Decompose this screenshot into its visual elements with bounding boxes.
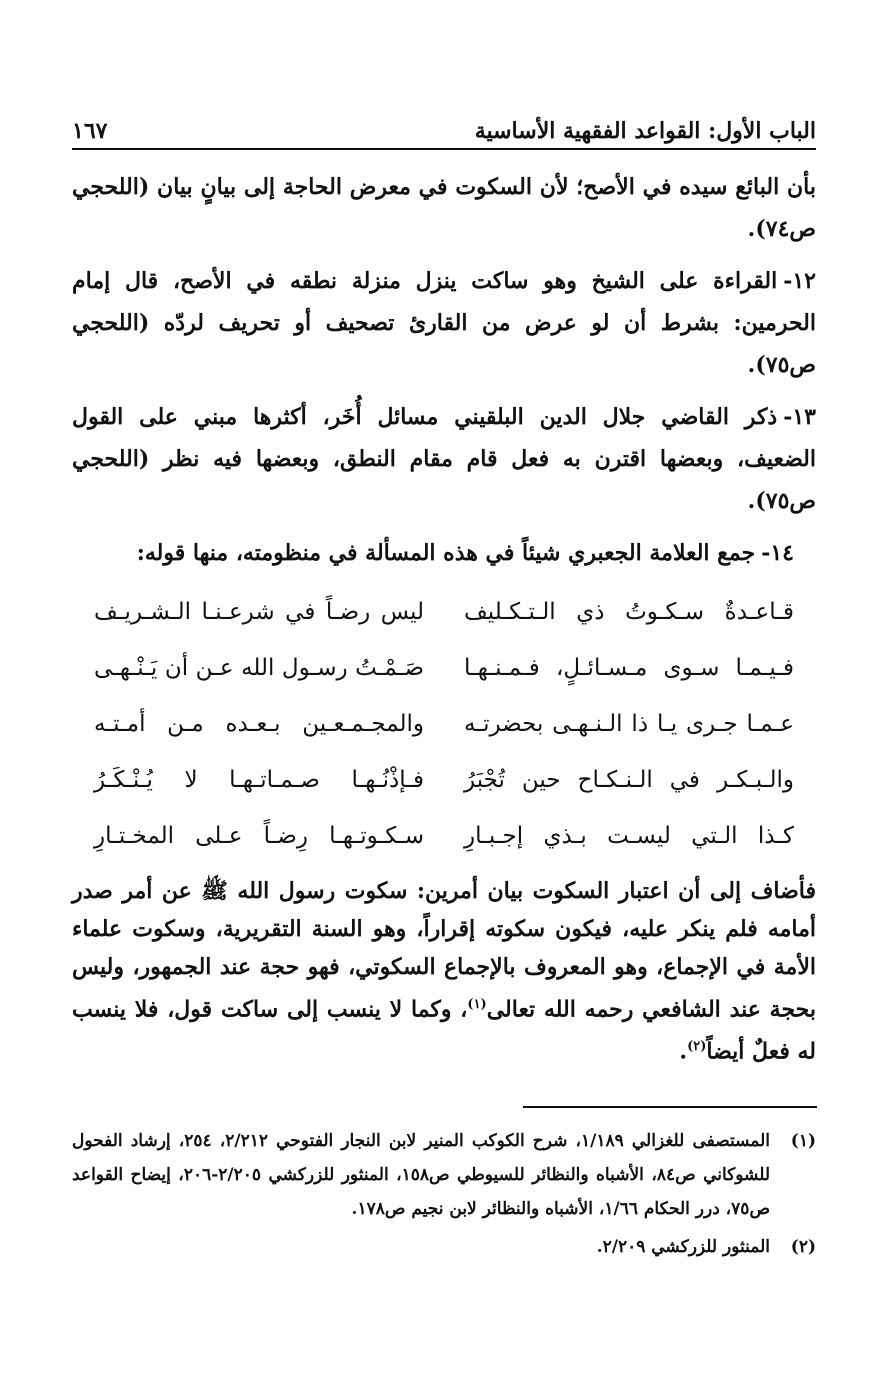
chapter-title: الباب الأول: القواعد الفقهية الأساسية: [474, 118, 816, 144]
verse-line: [72, 584, 816, 640]
paragraph-12-body: [72, 260, 816, 386]
header-divider: [72, 148, 816, 150]
second-hemistich: صَـمْـتُ رسـول الله عـن أن يَـنْـهـى: [94, 655, 424, 681]
footnote-mark: (١): [790, 1131, 816, 1151]
poem: [72, 584, 816, 864]
concluding-paragraph-body: [72, 872, 816, 1071]
first-hemistich: عـمـا جـرى يـا ذا الـنـهـى بحضرتـه: [464, 711, 794, 737]
first-hemistich: كـذا الـتي ليسـت بـذي إجـبـارِ: [464, 823, 794, 849]
paragraph-text: بأن البائع سيده في الأصح؛ لأن السكوت في معرض الحاجة إلى بيانٍ بيان (اللحجي ص٧٤).: [72, 174, 816, 242]
first-hemistich: والـبـكـر في الـنـكـاح حين تُجْبَرُ: [464, 767, 794, 793]
first-hemistich: قـاعـدةٌ سـكـوتُ ذي الـتـكـليف: [464, 599, 794, 625]
concluding-paragraph: [72, 872, 816, 1071]
footnote-text: المنثور للزركشي ٢/٢٠٩.: [596, 1237, 770, 1257]
paragraph-14: [72, 532, 816, 574]
paragraph-text: ، وكما لا ينسب إلى ساكت قول، فلا ينسب له فعلٌ أيضاً: [72, 996, 816, 1065]
paragraph-text: فأضاف إلى أن اعتبار السكوت بيان أمرين: سكوت رسول الله ﷺ عن أمر صدر أمامه فلم ينكر عليه، فيكون سكوته إقراراً، وهو السنة التقريرية، وسكوت علماء الأمة في الإجماع، وهو المعروف بالإجماع السكوتي، فهو حجة عند الجمهور، وليس بحجة عند الشافعي رحمه الله تعالى: [72, 878, 816, 1023]
footnote-1: [72, 1124, 816, 1226]
paragraph-text: جمع العلامة الجعبري شيئاً في هذه المسألة في منظومته، منها قوله:: [136, 540, 756, 566]
paragraph-12: [72, 260, 816, 386]
footnote-ref-1[interactable]: (١): [467, 997, 487, 1012]
second-hemistich: ليس رضـاً في شرعـنـا الـشـريـف: [94, 599, 424, 625]
page-number: ١٦٧: [72, 118, 108, 144]
footnote-text: المستصفى للغزالي ١/١٨٩، شرح الكوكب المنير لابن النجار الفتوحي ٢/٢١٢، ٢٥٤، إرشاد الفحول للشوكاني ص٨٤، الأشباه والنظائر للسيوطي ص١٥٨، المنثور للزركشي ٢/٢٠٥-٢٠٦، إيضاح القواعد ص٧٥، درر الحكام ١/٦٦، الأشباه والنظائر لابن نجيم ص١٧٨.: [72, 1131, 771, 1219]
paragraph-14-body: [72, 532, 794, 574]
footnote-2: [72, 1230, 816, 1264]
verse-line: [72, 808, 816, 864]
verse-line: [72, 696, 816, 752]
item-number: ١٤-: [761, 540, 794, 566]
paragraph-text: ذكر القاضي جلال الدين البلقيني مسائل أُخَر، أكثرها مبني على القول الضعيف، وبعضها اقترن به فعل قام مقام النطق، وبعضها فيه نظر (اللحجي ص٧٥).: [72, 404, 816, 514]
paragraph-text: القراءة على الشيخ وهو ساكت ينزل منزلة نطقه في الأصح، قال إمام الحرمين: بشرط أن لو عرض من القارئ تصحيف أو تحريف لردّه (اللحجي ص٧٥).: [72, 268, 816, 378]
second-hemistich: والمجـمـعـين بـعـده مـن أمـتـه: [94, 711, 424, 737]
verse-line: [72, 752, 816, 808]
second-hemistich: فـإذْنُـهـا صـمـاتـهـا لا يُـنْـكَـرُ: [94, 767, 424, 793]
paragraph-13-body: [72, 396, 816, 522]
footnotes: [72, 1124, 816, 1268]
paragraph-continuation: [72, 166, 816, 250]
first-hemistich: فـيـمـا سـوى مـسـائـلٍ، فـمـنـهـا: [464, 655, 794, 681]
footnote-ref-2[interactable]: (٢): [687, 1039, 707, 1055]
footnote-mark: (٢): [790, 1237, 816, 1257]
sentence-end: .: [679, 1038, 688, 1065]
verse-line: [72, 640, 816, 696]
second-hemistich: سـكـوتـهـا رِضـاً عـلى المخـتـارِ: [94, 823, 424, 849]
running-header: [72, 112, 816, 144]
item-number: ١٣-: [783, 404, 816, 430]
paragraph-13: [72, 396, 816, 522]
footnote-divider: [523, 1106, 817, 1108]
item-number: ١٢-: [783, 268, 816, 294]
main-text: [72, 166, 816, 1081]
